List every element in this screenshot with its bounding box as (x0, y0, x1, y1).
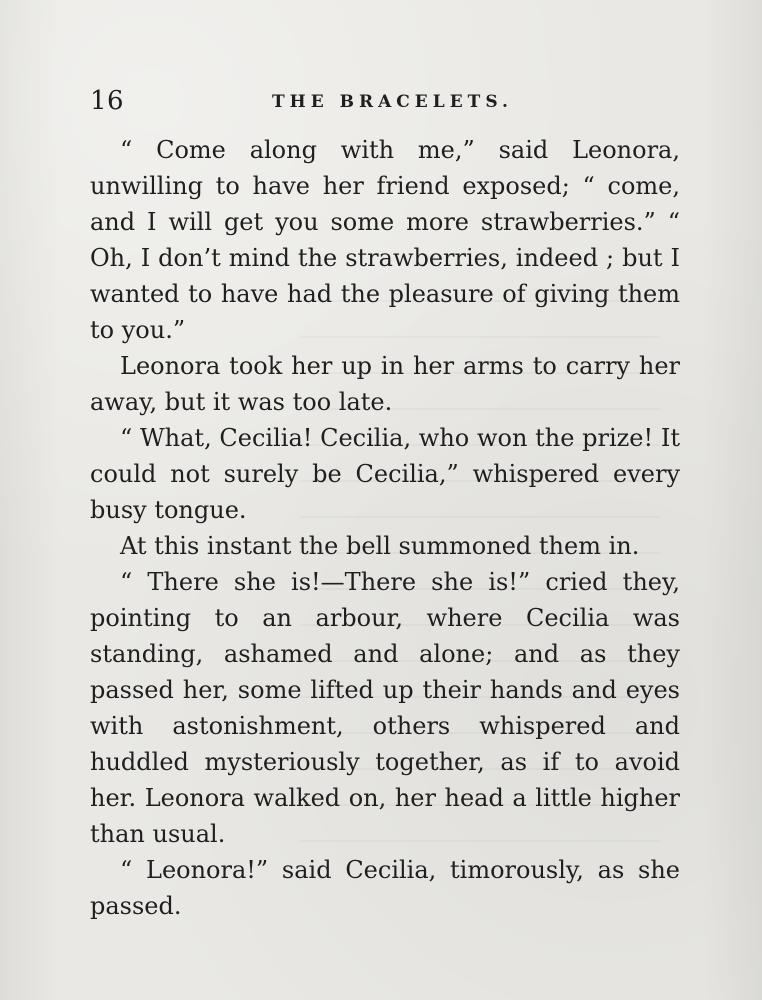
paragraph-2: Leonora took her up in her arms to carry her away, but it was too late. (90, 352, 680, 416)
paragraph-6: “ Leonora!” said Cecilia, timorously, as she passed. (90, 856, 680, 920)
paragraph-5: “ There she is!—There she is!” cried they, pointing to an arbour, where Cecilia was standing, ashamed and alone; and as they passed her, some lifted up their hands and eyes with astonishment, others whispered and huddled mysteriously together, as if to avoid her. Leonora walked on, her head a little higher than usual. (90, 568, 680, 848)
page-header (90, 84, 690, 118)
page-number: 16 (90, 86, 125, 116)
running-head-title: THE BRACELETS. (272, 92, 513, 112)
body-text (90, 132, 680, 924)
paragraph-1: “ Come along with me,” said Leonora, unwilling to have her friend exposed; “ come, and I will get you some more strawberries.” “ Oh, I don’t mind the strawberries, indeed ; but I wanted to have had the pleasure of giving them to you.” (90, 136, 680, 344)
paragraph-4: At this instant the bell summoned them in. (120, 532, 640, 560)
paragraph-3: “ What, Cecilia! Cecilia, who won the prize! It could not surely be Cecilia,” whispered every busy tongue. (90, 424, 680, 524)
